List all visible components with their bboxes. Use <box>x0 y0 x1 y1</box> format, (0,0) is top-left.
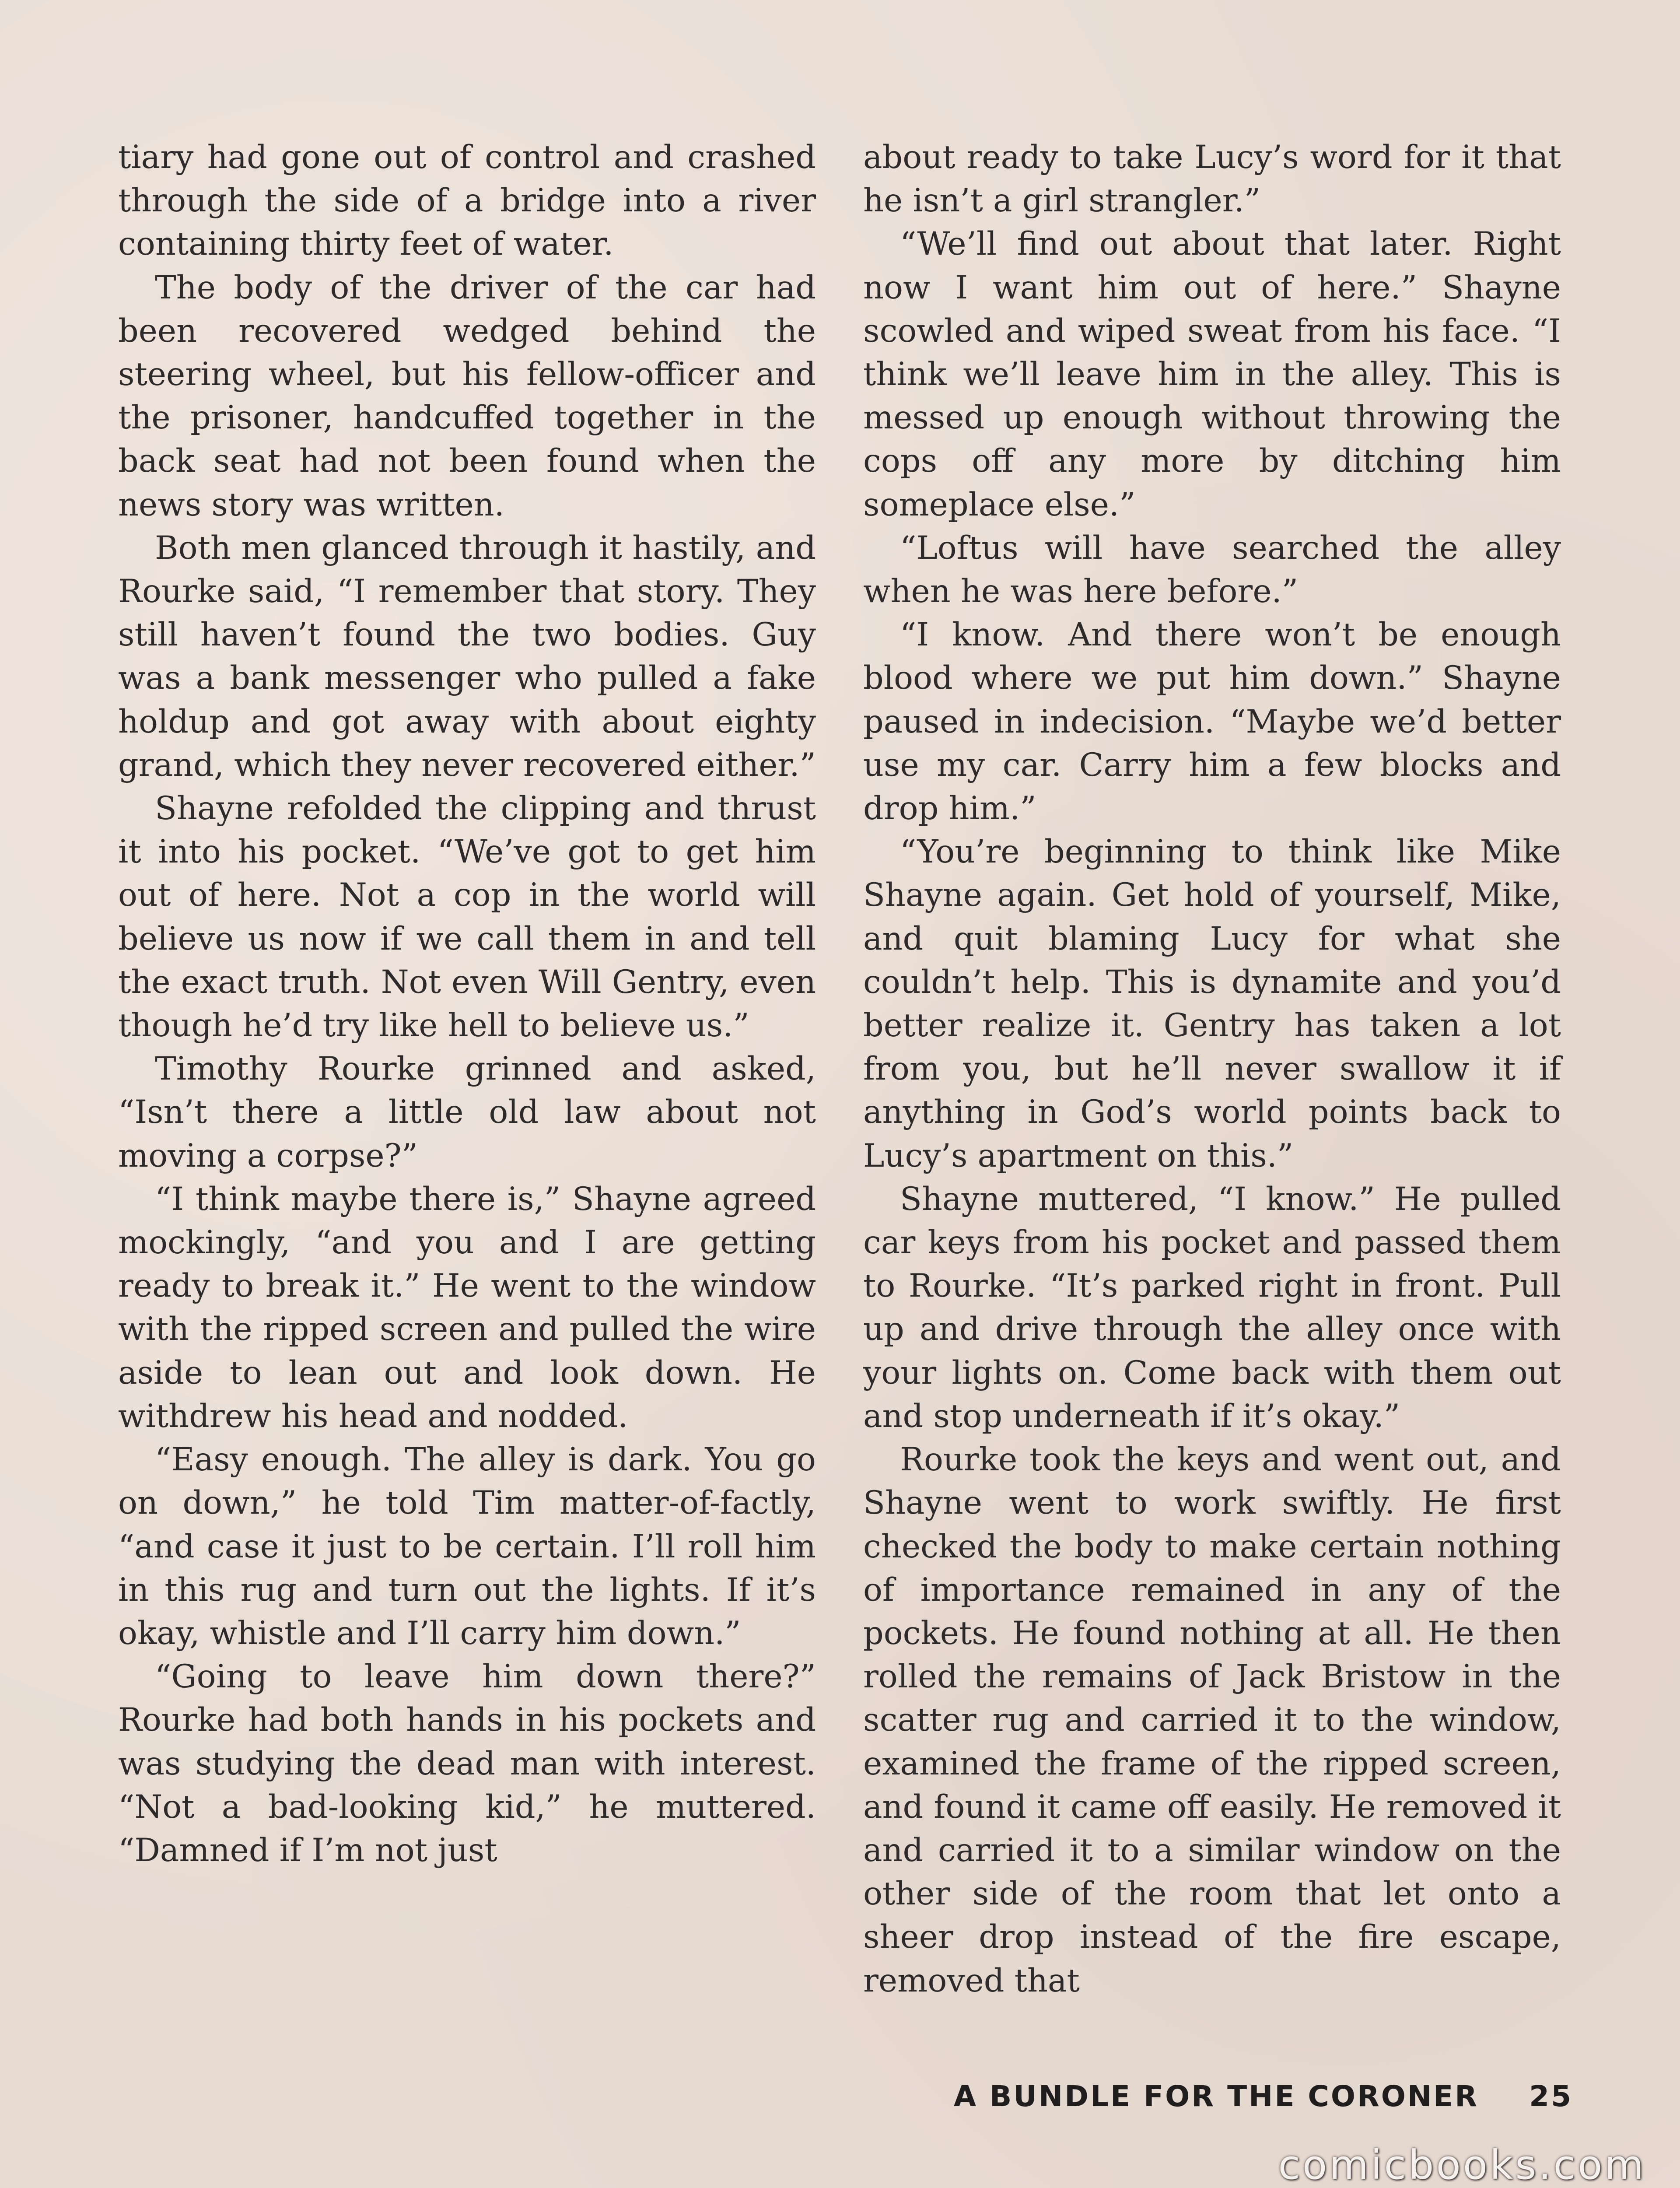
paragraph: Shayne refolded the clipping and thrust it into his pocket. “We’ve got to get him out of here. Not a cop in the world will believe us now if we call them in and tell the exact truth. Not even Will Gentry, even though he’d try like hell to believe us.” <box>118 790 816 1045</box>
paragraph: “You’re beginning to think like Mike Shayne again. Get hold of yourself, Mike, and quit blaming Lucy for what she couldn’t help. This is dynamite and you’d better realize it. Gentry has taken a lot from you, but he’ll never swallow it if anything in God’s world points back to Lucy’s apartment on this.” <box>863 833 1561 1175</box>
site-watermark: comicbooks.com <box>1278 2142 1646 2188</box>
page-number: 25 <box>1529 2079 1573 2113</box>
paragraph: about ready to take Lucy’s word for it that he isn’t a girl strangler.” <box>863 139 1561 220</box>
paragraph: “We’ll find out about that later. Right now I want him out of here.” Shayne scowled and wiped sweat from his face. “I think we’ll leave him in the alley. This is messed up enough without throwing the cops off any more by ditching him someplace else.” <box>863 225 1561 523</box>
paragraph: Both men glanced through it hastily, and Rourke said, “I remember that story. They still haven’t found the two bodies. Guy was a bank messenger who pulled a fake holdup and got away with about eighty grand, which they never recovered either.” <box>118 529 816 784</box>
story-title: A BUNDLE FOR THE CORONER <box>954 2079 1479 2113</box>
paragraph: Rourke took the keys and went out, and Shayne went to work swiftly. He first checked the body to make certain nothing of importance remained in any of the pockets. He found nothing at all. He then rolled the remains of Jack Bristow in the scatter rug and carried it to the window, examined the frame of the ripped screen, and found it came off easily. He removed it and carried it to a similar window on the other side of the room that let onto a sheer drop instead of the fire escape, removed that <box>863 1441 1561 1999</box>
running-footer <box>954 2079 1573 2121</box>
paragraph: “I think maybe there is,” Shayne agreed mockingly, “and you and I are getting ready to break it.” He went to the window with the ripped screen and pulled the wire aside to lean out and look down. He withdrew his head and nodded. <box>118 1180 816 1435</box>
paragraph: “Going to leave him down there?” Rourke had both hands in his pockets and was studying the dead man with interest. “Not a bad-looking kid,” he muttered. “Damned if I’m not just <box>118 1658 816 1869</box>
left-text-column <box>118 136 816 1872</box>
paragraph: “I know. And there won’t be enough blood where we put him down.” Shayne paused in indecision. “Maybe we’d better use my car. Carry him a few blocks and drop him.” <box>863 616 1561 828</box>
paragraph: “Easy enough. The alley is dark. You go on down,” he told Tim matter-of-factly, “and case it just to be certain. I’ll roll him in this rug and turn out the lights. If it’s okay, whistle and I’ll carry him down.” <box>118 1441 816 1652</box>
paragraph: “Loftus will have searched the alley when he was here before.” <box>863 529 1561 610</box>
paragraph: The body of the driver of the car had been recovered wedged behind the steering wheel, but his fellow-officer and the prisoner, handcuffed together in the back seat had not been found when the news story was written. <box>118 269 816 523</box>
paragraph: tiary had gone out of control and crashed through the side of a bridge into a river containing thirty feet of water. <box>118 139 816 263</box>
paragraph: Shayne muttered, “I know.” He pulled car keys from his pocket and passed them to Rourke. “It’s parked right in front. Pull up and drive through the alley once with your lights on. Come back with them out and stop underneath if it’s okay.” <box>863 1180 1561 1435</box>
paragraph: Timothy Rourke grinned and asked, “Isn’t there a little old law about not moving a corpse?” <box>118 1050 816 1175</box>
right-text-column <box>863 136 1561 2002</box>
